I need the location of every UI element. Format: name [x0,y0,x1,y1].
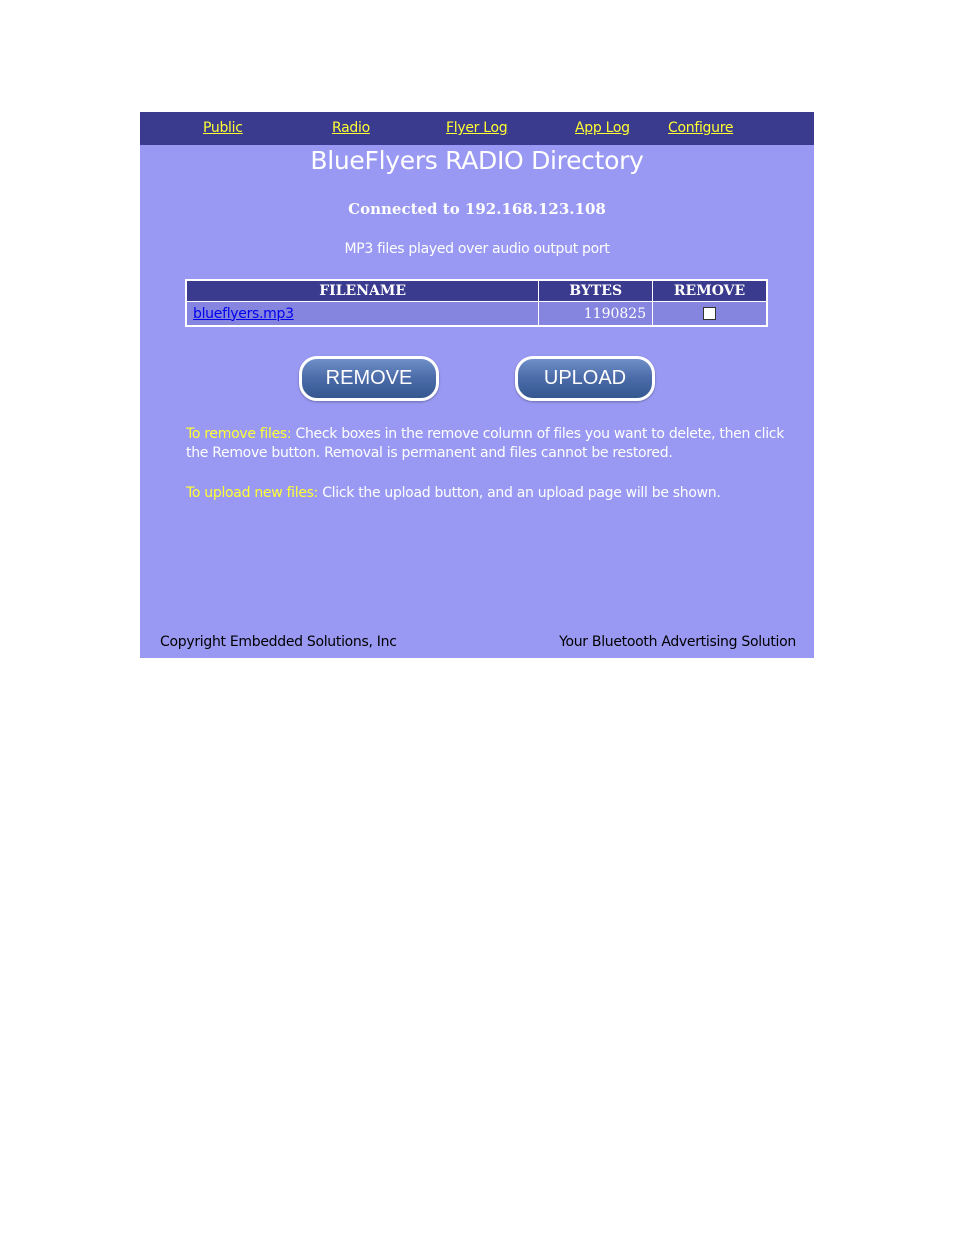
remove-help-text [186,425,786,463]
upload-help-label: To upload new files: [186,485,319,501]
column-header-bytes: BYTES [539,280,653,302]
main-panel [140,112,814,658]
footer-tagline: Your Bluetooth Advertising Solution [559,634,796,650]
upload-help-body: Click the upload button, and an upload page will be shown. [318,485,721,501]
upload-help-text [186,484,786,503]
remove-help-body: Check boxes in the remove column of files you want to delete, then click the Remove button. Removal is permanent and files cannot be restored. [186,426,784,461]
table-row [186,302,767,327]
file-link[interactable]: blueflyers.mp3 [193,305,294,322]
remove-help-label: To remove files: [186,426,292,442]
files-table [185,279,768,327]
nav-link-flyer-log[interactable]: Flyer Log [446,120,508,136]
table-header-row [186,280,767,302]
remove-button[interactable]: REMOVE [299,356,439,401]
upload-button[interactable]: UPLOAD [515,356,655,401]
filename-cell [186,302,539,327]
nav-link-app-log[interactable]: App Log [575,120,630,136]
connection-status: Connected to 192.168.123.108 [348,200,606,218]
nav-link-radio[interactable]: Radio [332,120,370,136]
remove-cell [653,302,767,327]
page-title: BlueFlyers RADIO Directory [310,146,644,175]
footer-copyright: Copyright Embedded Solutions, Inc [160,634,397,650]
page-subtitle: MP3 files played over audio output port [344,241,610,257]
bytes-cell: 1190825 [539,302,653,327]
remove-checkbox[interactable] [703,307,716,320]
nav-link-configure[interactable]: Configure [668,120,734,136]
top-navbar [140,112,814,145]
nav-link-public[interactable]: Public [203,120,243,136]
column-header-filename: FILENAME [186,280,539,302]
column-header-remove: REMOVE [653,280,767,302]
